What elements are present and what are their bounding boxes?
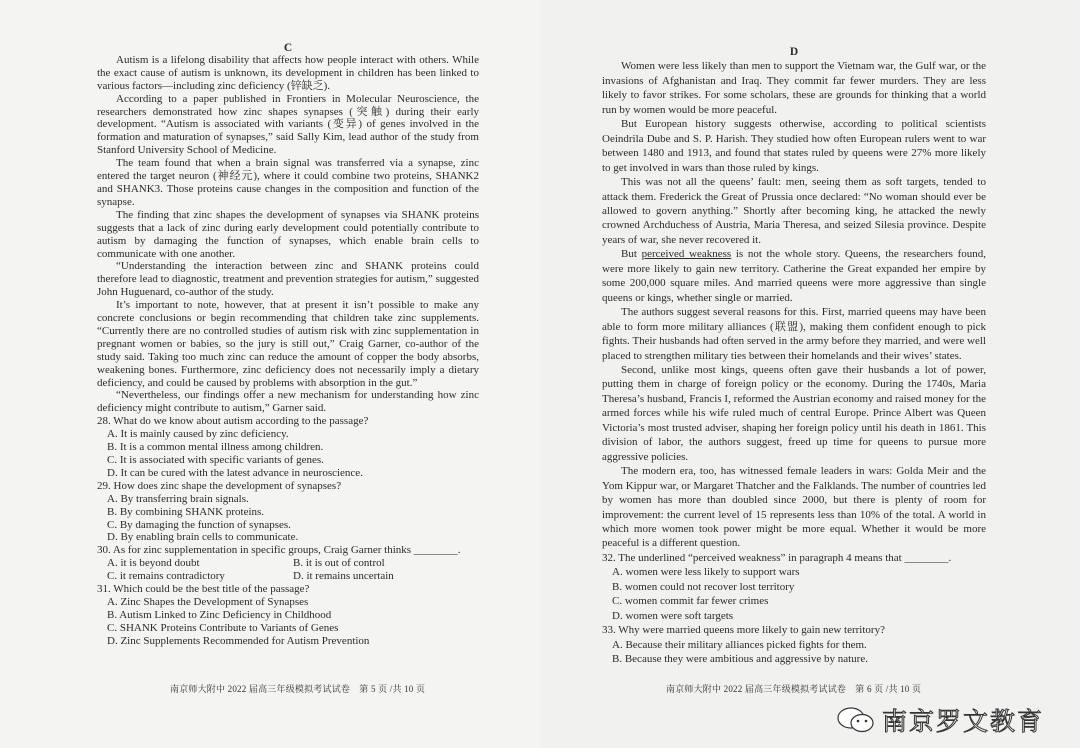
- paragraph: [97, 93, 479, 158]
- option: C. SHANK Proteins Contribute to Variants of Genes: [107, 621, 339, 634]
- paragraph-text: is not the whole story. Queens, the researchers found, were more likely to gain new territory. Catherine the Great expanded her empire by some 200,000 square miles. And married queens were more aggressive than single queens or kings, whether single or married.: [602, 248, 986, 304]
- passage-heading: D: [789, 46, 799, 58]
- option: A. It is mainly caused by zinc deficiency.: [107, 428, 289, 441]
- option: B. Because they were ambitious and aggressive by nature.: [612, 653, 868, 666]
- option: B. Autism Linked to Zinc Deficiency in Childhood: [107, 608, 332, 621]
- option: A. it is beyond doubt: [107, 557, 200, 570]
- option: A. Because their military alliances picked fights for them.: [612, 638, 867, 651]
- paragraph: But European history suggests otherwise, according to political scientists Oeindrila Dube and S. P. Harish. They studied how often European rulers went to war between 1480 and 1913, and found that states ruled by queens were 27% more likely to get involved in wars than those ruled by kings.: [602, 118, 986, 174]
- paragraph: The authors suggest several reasons for this. First, married queens may have been able to form more military alliances (联盟), making them confident enough to pick fights. Their husbands had often served in the army before they married, and were well placed to strengthen military ties between their homelands and their wives’ states.: [602, 306, 986, 362]
- paragraph: Second, unlike most kings, queens often gave their husbands a lot of power, putting them in charge of foreign policy or the economy. During the 1740s, Maria Theresa’s husband, Francis I, reformed the Austrian economy and raised money for the armed forces while his wife ruled much of central Europe. Prince Albert was Queen Victoria’s most trusted adviser, shaping her foreign policy until his death in 1861. This division of labor, the authors suggest, freed up time for queens to pursue more aggressive policies.: [602, 363, 986, 463]
- wechat-icon: [836, 705, 876, 735]
- paragraph: This was not all the queens’ fault: men, seeing them as soft targets, tended to attack them. Frederick the Great of Prussia once declared: “No woman should ever be allowed to govern anything.” Shortly after becoming king, he attacked the newly crowned Archduchess of Austria, Maria Theresa, and seized Silesia province. Despite years of war, she never recovered it.: [602, 176, 986, 246]
- option: D. By enabling brain cells to communicate.: [107, 531, 299, 544]
- passage-d: [602, 45, 986, 666]
- question-33: 33. Why were married queens more likely to gain new territory?: [602, 624, 885, 637]
- option: D. Zinc Supplements Recommended for Autism Prevention: [107, 634, 370, 647]
- paragraph: It’s important to note, however, that at present it isn’t possible to make any concrete conclusions or begin recommending that children take zinc supplements. “Currently there are no controlled studies of autism risk with zinc supplementation in pregnant women or babies, so the jury is still out,” Craig Garner, co-author of the study said. Taking too much zinc can reduce the amount of copper the body absorbs, weakening bones. Furthermore, zinc deficiency does not necessarily imply a dietary deficiency, and could be caused by problems with absorption in the gut.”: [97, 299, 479, 389]
- option: B. It is a common mental illness among children.: [107, 441, 324, 454]
- option: A. Zinc Shapes the Development of Synapses: [107, 595, 309, 608]
- question-30: 30. As for zinc supplementation in specific groups, Craig Garner thinks ________.: [97, 544, 461, 557]
- option: A. women were less likely to support wars: [612, 566, 800, 579]
- option-row: [107, 557, 479, 570]
- option: B. By combining SHANK proteins.: [107, 505, 265, 518]
- paragraph-text: But: [621, 248, 642, 261]
- option: B. women could not recover lost territory: [612, 580, 795, 593]
- option: B. it is out of control: [293, 557, 385, 570]
- paragraph: Autism is a lifelong disability that affects how people interact with others. While the exact cause of autism is unknown, its development in children has been linked to various factors—including zinc deficiency (锌缺乏).: [97, 53, 479, 92]
- question-31: 31. Which could be the best title of the passage?: [97, 583, 310, 596]
- question-29: 29. How does zinc shape the development of synapses?: [97, 479, 342, 492]
- paragraph: The finding that zinc shapes the development of synapses via SHANK proteins suggests that a lack of zinc during early development could potentially contribute to autism by damaging the function of synapses, which enable brain cells to communicate with one another.: [97, 208, 479, 260]
- option: D. women were soft targets: [612, 609, 734, 622]
- paragraph: [602, 247, 986, 305]
- option-row: [107, 570, 479, 583]
- option: C. women commit far fewer crimes: [612, 595, 769, 608]
- paragraph: “Nevertheless, our findings offer a new mechanism for understanding how zinc deficiency might contribute to autism,” Garner said.: [97, 389, 479, 415]
- paragraph-text: According to a paper published in Frontiers in Molecular Neuroscience, the researchers demonstrated how zinc shapes synapses (突触) during their early development. “Autism is associated with variants (变异) of genes involved in the formation and maturation of synapses,” said Sally Kim, lead author of the study from Stanford University School of Medicine.: [97, 92, 479, 157]
- question-28: 28. What do we know about autism according to the passage?: [97, 415, 369, 428]
- option: D. it remains uncertain: [293, 570, 394, 583]
- option: C. It is associated with specific variants of genes.: [107, 454, 324, 466]
- underlined-phrase: perceived weakness: [641, 248, 732, 261]
- option: D. It can be cured with the latest advance in neuroscience.: [107, 466, 363, 479]
- page-footer: 南京师大附中 2022 届高三年级模拟考试试卷 第 5 页 /共 10 页: [170, 684, 426, 694]
- passage-heading: C: [283, 42, 293, 54]
- paragraph: The team found that when a brain signal was transferred via a synapse, zinc entered the target neuron (神经元), where it could combine two proteins, SHANK2 and SHANK3. Those proteins cause changes in the composition and function of the synapse.: [97, 157, 479, 208]
- option: C. it remains contradictory: [107, 570, 225, 583]
- page-footer: 南京师大附中 2022 届高三年级模拟考试试卷 第 6 页 /共 10 页: [666, 684, 922, 694]
- paragraph: “Understanding the interaction between zinc and SHANK proteins could therefore lead to diagnostic, treatment and prevention strategies for autism,” suggested John Huguenard, co-author of the study.: [97, 260, 479, 299]
- question-32: 32. The underlined “perceived weakness” in paragraph 4 means that ________.: [602, 551, 952, 564]
- passage-c: [97, 42, 479, 648]
- paragraph: The modern era, too, has witnessed female leaders in wars: Golda Meir and the Yom Kippur war, or Margaret Thatcher and the Falklands. The number of countries led by women has more than doubled since 2000, but there is plenty of room for improvement: the current level of 15 represents less than 10% of the total. A world in which more women took power might be more equal. Whether it would be more peaceful is a different question.: [602, 465, 986, 550]
- watermark: [836, 702, 1044, 738]
- option: A. By transferring brain signals.: [107, 492, 249, 505]
- option: C. By damaging the function of synapses.: [107, 518, 291, 531]
- watermark-text: 南京罗文教育: [882, 707, 1045, 736]
- paragraph: Women were less likely than men to support the Vietnam war, the Gulf war, or the invasions of Afghanistan and Iraq. They commit far fewer murders. They are less likely to favor strikes. For some scholars, these are grounds for thinking that a world run by women would be more peaceful.: [602, 60, 986, 116]
